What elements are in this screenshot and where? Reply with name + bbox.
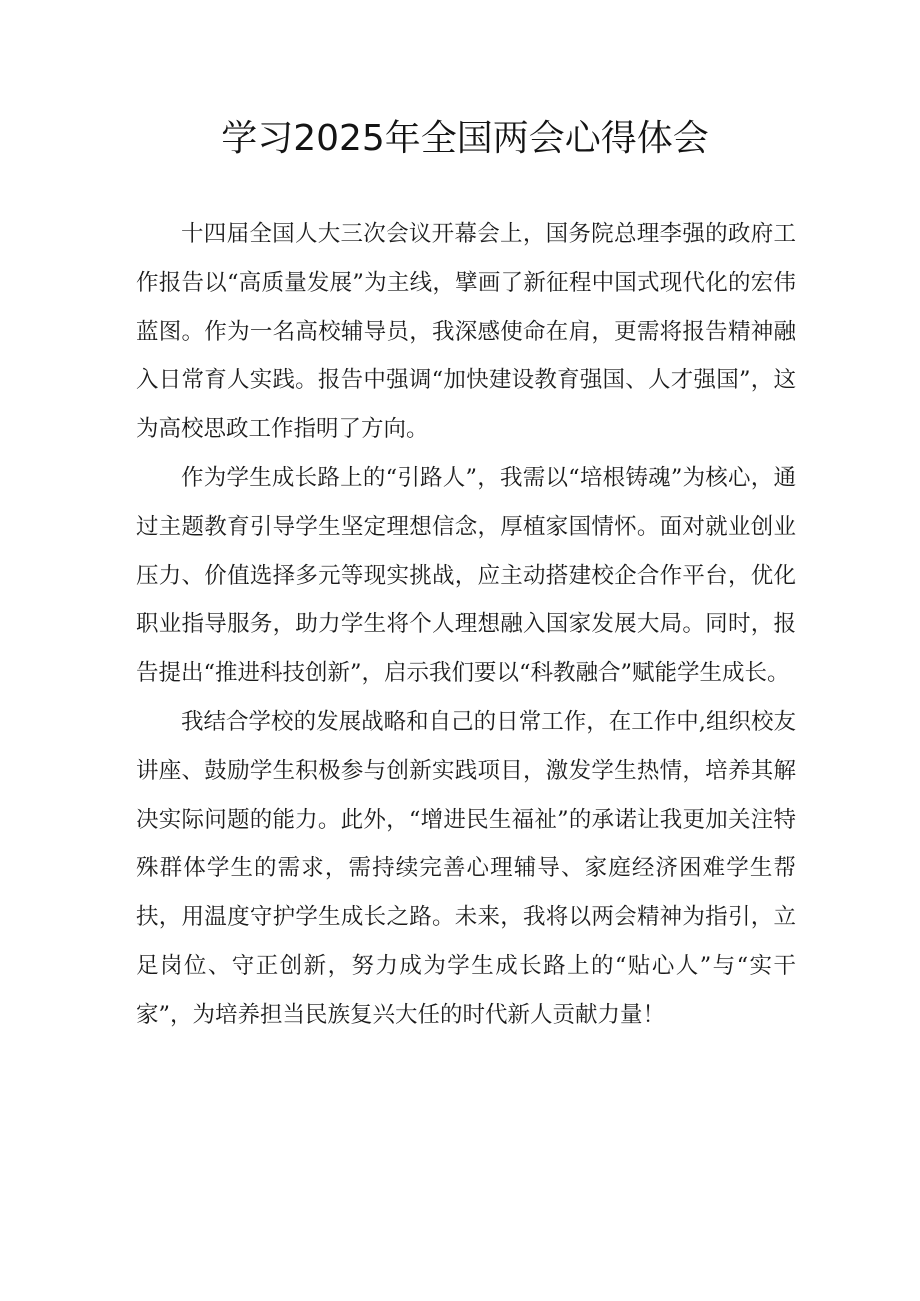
paragraph-1: 十四届全国人大三次会议开幕会上，国务院总理李强的政府工作报告以“高质量发展”为主线，擘画了新征程中国式现代化的宏伟蓝图。作为一名高校辅导员，我深感使命在肩，更需将报告精神融入日常育人实践。报告中强调“加快建设教育强国、人才强国”，这为高校思政工作指明了方向。: [136, 221, 796, 443]
paragraph-3: 我结合学校的发展战略和自己的日常工作，在工作中,组织校友讲座、鼓励学生积极参与创新实践项目，激发学生热情，培养其解决实际问题的能力。此外，“增进民生福祉”的承诺让我更加关注特殊群体学生的需求，需持续完善心理辅导、家庭经济困难学生帮扶，用温度守护学生成长之路。未来，我将以两会精神为指引，立足岗位、守正创新，努力成为学生成长路上的“贴心人”与“实干家”，为培养担当民族复兴大任的时代新人贡献力量！: [136, 708, 796, 1028]
document-title: 学习2025年全国两会心得体会: [221, 118, 709, 159]
document-body: [136, 210, 796, 1040]
paragraph-2: 作为学生成长路上的“引路人”，我需以“培根铸魂”为核心，通过主题教育引导学生坚定理想信念，厚植家国情怀。面对就业创业压力、价值选择多元等现实挑战，应主动搭建校企合作平台，优化职业指导服务，助力学生将个人理想融入国家发展大局。同时，报告提出“推进科技创新”，启示我们要以“科教融合”赋能学生成长。: [136, 464, 796, 687]
